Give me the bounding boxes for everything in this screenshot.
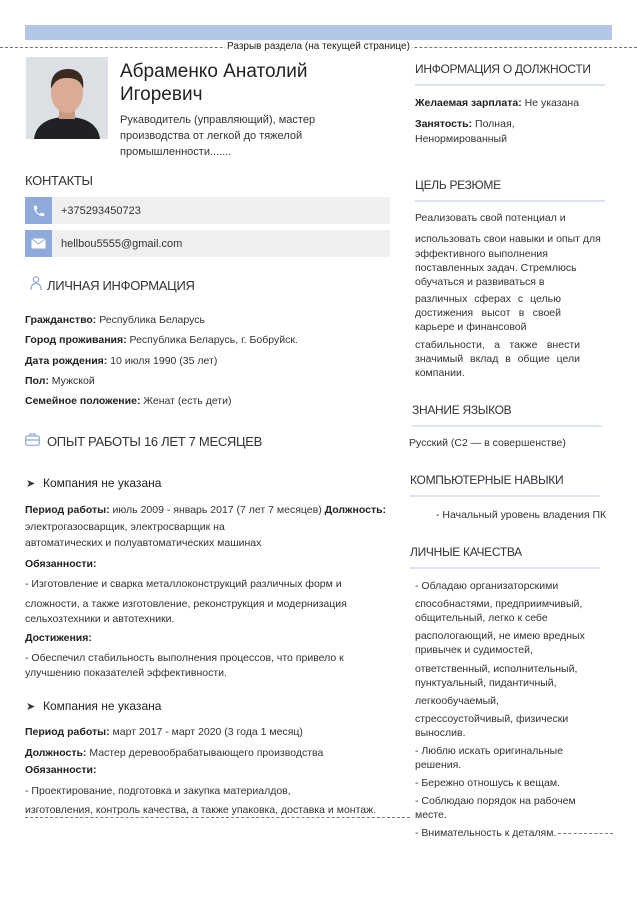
header-bar [25, 25, 612, 40]
name-line-2: Игоревич [120, 84, 203, 105]
quality-line: привычек и судимостей, [415, 644, 533, 656]
contact-email [25, 230, 390, 257]
employment-label: Занятость: [415, 118, 473, 130]
quality-line: - Бережно отношусь к вещам. [415, 777, 560, 789]
phone-icon [25, 197, 52, 224]
avatar [26, 57, 108, 139]
field-value: Республика Беларусь, г. Бобруйск. [126, 334, 298, 346]
period-value: июль 2009 - январь 2017 (7 лет 7 месяцев) [109, 504, 325, 516]
personal-info-heading: ЛИЧНАЯ ИНФОРМАЦИЯ [47, 278, 195, 293]
goal-line: использовать свои навыки и опыт для [415, 233, 601, 245]
quality-line: - Люблю искать оригинальные [415, 745, 564, 757]
goal-line: различных сферах с целью [415, 293, 561, 305]
quality-line: легкообучаемый, [415, 695, 499, 707]
employment-value: Полная, [472, 118, 515, 130]
employment-value: Ненормированный [415, 133, 507, 145]
contact-phone [25, 197, 390, 224]
experience-heading: ОПЫТ РАБОТЫ 16 ЛЕТ 7 МЕСЯЦЕВ [47, 434, 263, 449]
contacts-heading: КОНТАКТЫ [25, 173, 93, 188]
field-label: Город проживания: [25, 334, 127, 346]
briefcase-icon [25, 433, 40, 449]
goal-line: компании. [415, 367, 465, 379]
quality-line: пунктуальный, пидантичный, [415, 677, 557, 689]
field-value: Мужской [48, 375, 95, 387]
computer-skills-heading: КОМПЬЮТЕРНЫЕ НАВЫКИ [410, 473, 600, 487]
period-label: Период работы: [25, 726, 110, 738]
person-icon [30, 276, 42, 293]
goal-line: карьере и финансовой [415, 321, 527, 333]
position-label: Должность: [324, 504, 387, 516]
field-label: Семейное положение: [25, 395, 141, 407]
chevron-right-icon: ➤ [26, 478, 36, 490]
candidate-title [120, 112, 340, 160]
duty-line: - Проектирование, подготовка и закупка материалдов, [25, 785, 291, 797]
duty-line: сложности, а также изготовление, реконструкция и модернизация [25, 598, 347, 610]
subtitle-line: промышленности....... [120, 146, 232, 158]
period-value: март 2017 - март 2020 (3 года 1 месяц) [109, 726, 303, 738]
goal-line: Реализовать свой потенциал и [415, 212, 566, 224]
quality-line: ответственный, исполнительный, [415, 663, 578, 675]
job-company: Компания не указана [43, 699, 162, 713]
field-label: Дата рождения: [25, 355, 108, 367]
salary-label: Желаемая зарплата: [415, 97, 522, 109]
quality-line: - Обладаю организаторскими [415, 580, 559, 592]
position-value: автоматических и полуавтоматических машинах [25, 537, 262, 549]
quality-line: способнастями, предприимчивый, [415, 598, 583, 610]
column-break-line [558, 833, 613, 834]
goal-line: значимый вклад в общие цели [415, 353, 580, 365]
section-break-label [0, 40, 637, 51]
position-value: электрогазосварщик, электросварщик на [25, 521, 225, 533]
achievements-label: Достижения: [25, 632, 92, 644]
column-break-line [25, 817, 410, 818]
qualities-heading: ЛИЧНЫЕ КАЧЕСТВА [410, 545, 600, 559]
languages-heading: ЗНАНИЕ ЯЗЫКОВ [412, 403, 602, 417]
position-label: Должность: [25, 747, 87, 759]
name-line-1: Абраменко Анатолий [120, 61, 308, 82]
goal-line: поставленных задач. Стремлюсь [415, 262, 577, 274]
quality-line: общительный, легко к себе [415, 612, 548, 624]
goal-line: обучаться и развиваться в [415, 276, 545, 288]
quality-line: решения. [415, 759, 462, 771]
field-value: Республика Беларусь [96, 314, 205, 326]
quality-line: - Соблюдаю порядок на рабочем [415, 795, 576, 807]
achievement-line: улучшению показателей эффективности. [25, 667, 227, 679]
chevron-right-icon: ➤ [26, 701, 36, 713]
phone-number[interactable]: +375293450723 [61, 205, 141, 217]
job-company: Компания не указана [43, 476, 162, 490]
position-info-heading: ИНФОРМАЦИЯ О ДОЛЖНОСТИ [415, 62, 605, 76]
duties-label: Обязанности: [25, 764, 97, 776]
duty-line: - Изготовление и сварка металлоконструкций различных форм и [25, 578, 342, 590]
salary-value: Не указана [521, 97, 580, 109]
goal-line: эффективного выполнения [415, 248, 548, 260]
quality-line: - Внимательность к деталям. [415, 827, 557, 839]
email-address[interactable]: hellbou5555@gmail.com [61, 238, 183, 250]
achievement-line: - Обеспечил стабильность выполнения процессов, что привело к [25, 652, 344, 664]
candidate-name [120, 60, 380, 106]
quality-line: месте. [415, 809, 447, 821]
field-label: Пол: [25, 375, 49, 387]
subtitle-line: Рукаводитель (управляющий), мастер [120, 114, 316, 126]
computer-skill-item: - Начальный уровень владения ПК [436, 509, 607, 521]
field-label: Гражданство: [25, 314, 97, 326]
field-value: Женат (есть дети) [140, 395, 232, 407]
duty-line: изготовления, контроль качества, а также упаковка, доставка и монтаж. [25, 804, 377, 816]
subtitle-line: производства от легкой до тяжелой [120, 130, 303, 142]
language-item: Русский (C2 — в совершенстве) [409, 437, 566, 449]
goal-line: достижения высот в своей [415, 307, 561, 319]
duty-line: сельхозтехники и автотехники. [25, 613, 175, 625]
period-label: Период работы: [25, 504, 110, 516]
quality-line: вынослив. [415, 727, 466, 739]
goal-heading: ЦЕЛЬ РЕЗЮМЕ [415, 178, 605, 192]
envelope-icon [25, 230, 52, 257]
quality-line: распологающий, не имею вредных [415, 630, 585, 642]
duties-label: Обязанности: [25, 558, 97, 570]
position-value: Мастер деревообрабатывающего производства [86, 747, 324, 759]
field-value: 10 июля 1990 (35 лет) [107, 355, 218, 367]
section-break-text: Разрыв раздела (на текущей странице) [227, 41, 410, 52]
quality-line: стрессоустойчивый, физически [415, 713, 569, 725]
goal-line: стабильности, а также внести [415, 339, 580, 351]
